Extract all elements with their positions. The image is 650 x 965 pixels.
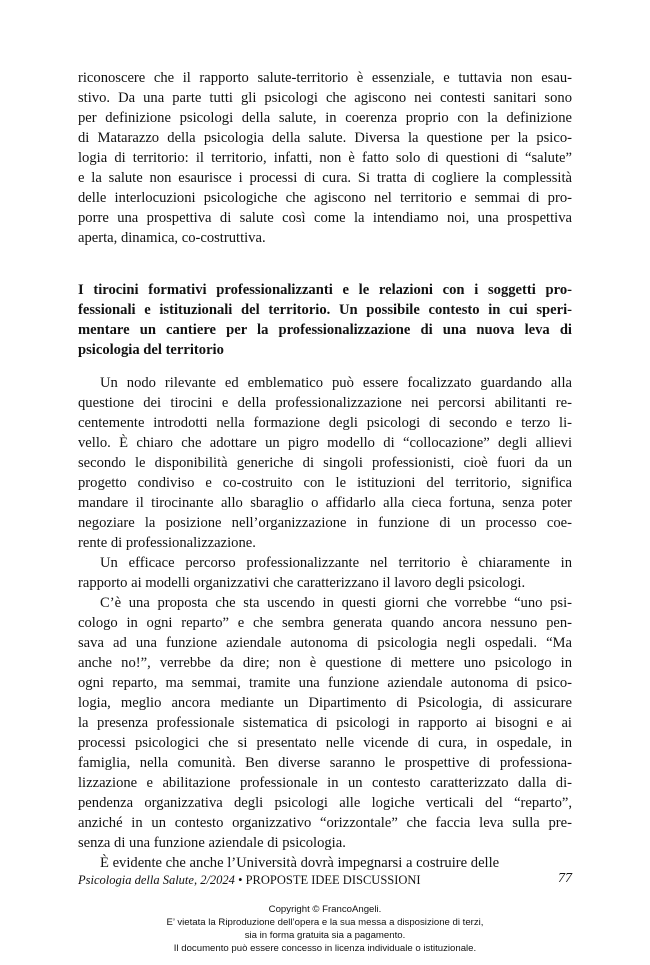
heading-line: psicologia del territorio	[78, 342, 224, 358]
text-line: riconoscere che il rapporto salute-territorio è essenziale, e tuttavia non esau-	[78, 70, 572, 86]
text-line: Un nodo rilevante ed emblematico può essere focalizzato guardando alla	[100, 375, 572, 391]
section-heading	[78, 280, 572, 360]
copyright-notice	[0, 903, 650, 955]
text-line: senza di una funzione aziendale di psicologia.	[78, 835, 346, 851]
footer-bullet: •	[234, 873, 246, 887]
text-line: la presenza professionale sistematica di psicologi in rapporto ai bisogni e ai	[78, 715, 572, 731]
journal-title: Psicologia della Salute, 2/2024	[78, 873, 235, 887]
copyright-line: Copyright © FrancoAngeli.	[268, 904, 382, 915]
text-line: È evidente che anche l’Università dovrà impegnarsi a costruire delle	[100, 855, 500, 871]
text-line: questione dei tirocini e della professionalizzazione nei percorsi abilitanti re-	[78, 395, 572, 411]
text-line: e la salute non esaurisce i processi di cura. Si tratta di cogliere la complessità	[78, 170, 572, 186]
text-line: ogni reparto, ma semmai, tramite una funzione aziendale autonoma di psico-	[78, 675, 572, 691]
copyright-line: Il documento può essere concesso in licenza individuale o istituzionale.	[173, 943, 477, 954]
heading-line: fessionali e istituzionali del territorio. Un possibile contesto in cui speri-	[78, 302, 572, 318]
text-line: logia di territorio: il territorio, infatti, non è fatto solo di questioni di “salute”	[78, 150, 572, 166]
text-line: vello. È chiaro che adottare un pigro modello di “collocazione” degli allievi	[78, 435, 572, 451]
section-name: PROPOSTE IDEE DISCUSSIONI	[245, 873, 421, 887]
text-line: mandare il tirocinante allo sbaraglio o affidarlo alla cieca fortuna, senza poter	[78, 495, 572, 511]
text-line: famiglia, nella comunità. Ben diverse saranno le prospettive di professiona-	[78, 755, 572, 771]
heading-line: mentare un cantiere per la professionalizzazione di una nuova leva di	[78, 322, 572, 338]
text-line: cologo in ogni reparto” e che sembra generata quando ancora nessuno pen-	[78, 615, 572, 631]
text-line: pendenza organizzativa degli psicologi alle logiche verticali del “reparto”,	[78, 795, 572, 811]
text-line: per definizione psicologi della salute, in coerenza proprio con la definizione	[78, 110, 572, 126]
text-line: C’è una proposta che sta uscendo in questi giorni che vorrebbe “uno psi-	[100, 595, 572, 611]
text-line: porre una prospettiva di salute così come la intendiamo noi, una prospettiva	[78, 210, 572, 226]
text-line: sava ad una funzione aziendale autonoma di psicologia negli ospedali. “Ma	[78, 635, 572, 651]
page-number: 77	[558, 871, 572, 886]
text-line: progetto condiviso e co-costruito con le istituzioni del territorio, significa	[78, 475, 572, 491]
text-line: stivo. Da una parte tutti gli psicologi che agiscono nei contesti sanitari sono	[78, 90, 572, 106]
text-line: Un efficace percorso professionalizzante nel territorio è chiaramente in	[100, 555, 572, 571]
intro-paragraph	[78, 68, 572, 248]
text-line: centemente introdotti nella formazione degli psicologi di secondo e terzo li-	[78, 415, 572, 431]
text-line: anziché in un contesto organizzativo “orizzontale” che faccia leva sulla pre-	[78, 815, 572, 831]
text-line: rapporto ai modelli organizzativi che caratterizzano il lavoro degli psicologi.	[78, 575, 526, 591]
text-line: rente di professionalizzazione.	[78, 535, 256, 551]
text-line: di Matarazzo della psicologia della salute. Diversa la questione per la psico-	[78, 130, 572, 146]
text-line: logia, meglio ancora mediante un Dipartimento di Psicologia, di assicurare	[78, 695, 572, 711]
text-line: lizzazione e abilitazione professionale in un contesto caratterizzato dalla di-	[78, 775, 572, 791]
text-line: anche no!”, verrebbe da dire; non è questione di mettere uno psicologo in	[78, 655, 572, 671]
copyright-line: E’ vietata la Riproduzione dell’opera e la sua messa a disposizione di terzi,	[166, 917, 484, 928]
text-line: aperta, dinamica, co-costruttiva.	[78, 230, 266, 246]
copyright-line: sia in forma gratuita sia a pagamento.	[244, 930, 406, 941]
running-footer	[78, 873, 421, 888]
text-line: negoziare la posizione nell’organizzazione in funzione di un processo coe-	[78, 515, 572, 531]
text-line: processi psicologici che si presentato nelle vicende di cura, in ospedale, in	[78, 735, 572, 751]
text-line: delle interlocuzioni psicologiche che agiscono nel territorio e semmai di pro-	[78, 190, 572, 206]
body-text	[78, 373, 572, 873]
text-line: secondo le disponibilità generiche di singoli professionisti, cioè fuori da un	[78, 455, 572, 471]
heading-line: I tirocini formativi professionalizzanti e le relazioni con i soggetti pro-	[78, 282, 572, 298]
